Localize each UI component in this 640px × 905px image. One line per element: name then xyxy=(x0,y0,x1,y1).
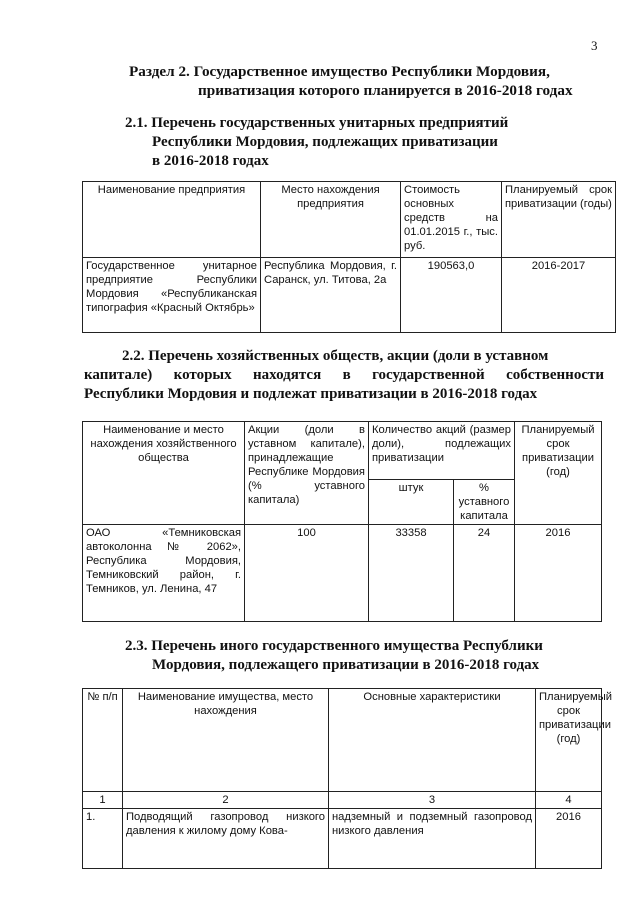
subsection-2-3-line1: 2.3. Перечень иного государственного имущества Республики xyxy=(125,638,543,654)
s22-word: собственности xyxy=(506,367,604,383)
t2-header-term: Планируемый срок приватизации (год) xyxy=(515,422,602,525)
subsection-2-2-line1 xyxy=(84,347,604,366)
t2-header-name: Наименование и место нахождения хозяйственного общества xyxy=(83,422,245,525)
t3-colnum-3: 3 xyxy=(329,792,536,809)
t3-cell-name: Подводящий газопровод низкого давления к жилому дому Кова- xyxy=(123,809,329,869)
unitary-enterprises-table xyxy=(82,181,616,333)
t1-cell-term: 2016-2017 xyxy=(502,258,616,333)
t3-colnum-2: 2 xyxy=(123,792,329,809)
t2-cell-percent: 24 xyxy=(454,525,515,622)
s22-word: которых xyxy=(173,367,232,383)
t1-cell-location: Республика Мордовия, г. Саранск, ул. Титова, 2а xyxy=(261,258,401,333)
other-property-table xyxy=(82,688,612,869)
section-title-line1: Раздел 2. Государственное имущество Республики Мордовия, xyxy=(129,63,550,80)
t2-header-percent: % уставного капитала xyxy=(454,480,515,525)
column-number-row xyxy=(83,792,602,809)
t2-cell-shares: 100 xyxy=(245,525,369,622)
s22-word: в xyxy=(342,367,351,383)
subsection-2-3-title xyxy=(125,637,543,675)
t1-cell-name: Государственное унитарное предприятие Республики Мордовия «Республиканская типография «Красный Октябрь» xyxy=(83,258,261,333)
section-title-line2: приватизация которого планируется в 2016-2018 годах xyxy=(198,82,573,99)
t3-header-term: Планируемый срок приватизации (год) xyxy=(536,689,602,792)
subsection-2-1-line2: Республики Мордовия, подлежащих приватизации xyxy=(152,134,498,150)
t3-cell-chars: надземный и подземный газопровод низкого давления xyxy=(329,809,536,869)
t1-header-cost: Стоимость основных средств на 01.01.2015 г., тыс. руб. xyxy=(401,182,502,258)
s22-word: государственной xyxy=(372,367,485,383)
t3-colnum-1: 1 xyxy=(83,792,123,809)
t3-colnum-4: 4 xyxy=(536,792,602,809)
t2-header-shares: Акции (доли в уставном капитале), принадлежащие Республике Мордовия (% уставного капитала) xyxy=(245,422,369,525)
subsection-2-2-line2 xyxy=(84,366,604,385)
table-row xyxy=(83,809,602,869)
t2-cell-term: 2016 xyxy=(515,525,602,622)
subsection-2-2-title xyxy=(84,347,604,404)
s22-word: находятся xyxy=(253,367,322,383)
subsection-2-1-title xyxy=(125,114,508,171)
t2-cell-pieces: 33358 xyxy=(369,525,454,622)
t2-cell-name: ОАО «Темниковская автоколонна № 2062», Республика Мордовия, Темниковский район, г. Темников, ул. Ленина, 47 xyxy=(83,525,245,622)
subsection-2-1-line1: 2.1. Перечень государственных унитарных предприятий xyxy=(125,115,509,131)
page-number: 3 xyxy=(591,38,598,53)
t3-header-num: № п/п xyxy=(83,689,123,792)
t3-cell-term: 2016 xyxy=(536,809,602,869)
t1-header-term: Планируемый срок приватизации (годы) xyxy=(502,182,616,258)
t3-cell-num: 1. xyxy=(83,809,123,869)
t1-cell-cost: 190563,0 xyxy=(401,258,502,333)
t3-header-name: Наименование имущества, место нахождения xyxy=(123,689,329,792)
t2-header-quantity: Количество акций (размер доли), подлежащих приватизации xyxy=(369,422,515,480)
table-row xyxy=(83,525,602,622)
table-row xyxy=(83,258,616,333)
t2-header-pieces: штук xyxy=(369,480,454,525)
t1-header-location: Место нахождения предприятия xyxy=(261,182,401,258)
t1-header-name: Наименование предприятия xyxy=(83,182,261,258)
s22-word: капитале) xyxy=(84,367,153,383)
subsection-2-3-line2: Мордовия, подлежащего приватизации в 2016-2018 годах xyxy=(152,657,540,673)
business-companies-table xyxy=(82,421,602,622)
subsection-2-2-line3: Республики Мордовия и подлежат приватизации в 2016-2018 годах xyxy=(84,386,538,402)
t3-header-chars: Основные характеристики xyxy=(329,689,536,792)
subsection-2-1-line3: в 2016-2018 годах xyxy=(152,153,269,169)
subsection-2-2-line1-text: 2.2. Перечень хозяйственных обществ, акции (доли в уставном xyxy=(122,348,549,364)
